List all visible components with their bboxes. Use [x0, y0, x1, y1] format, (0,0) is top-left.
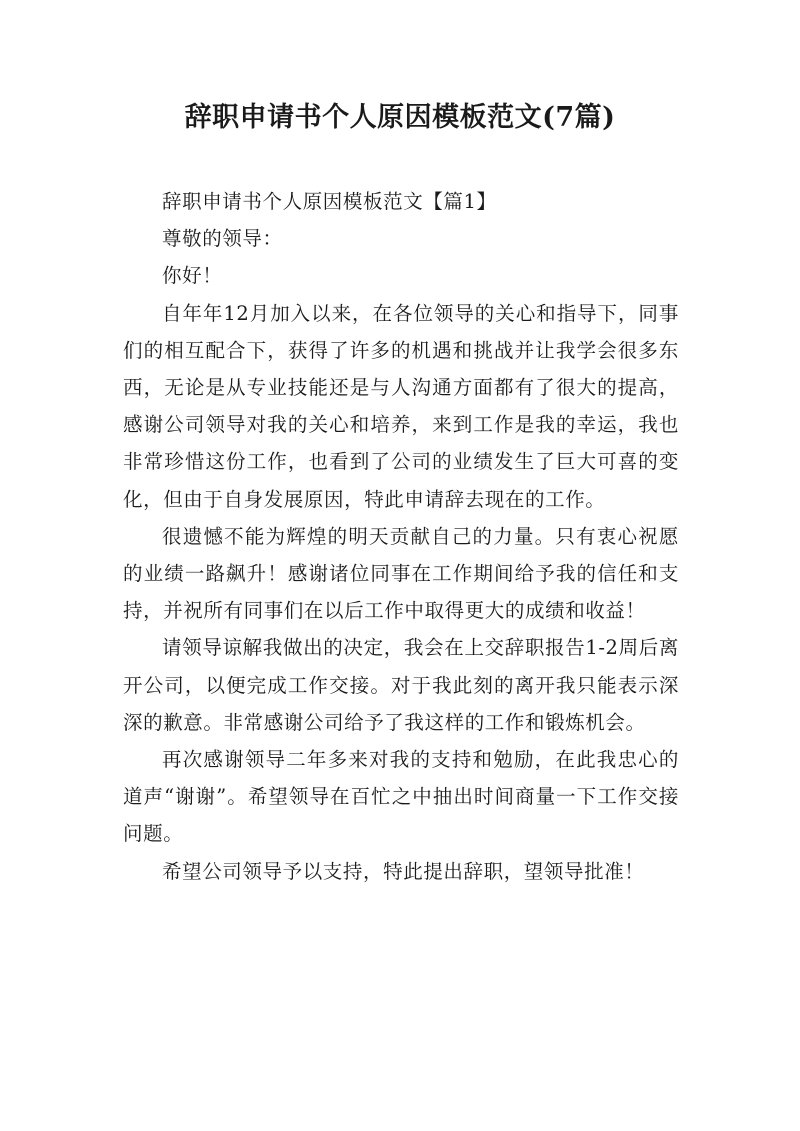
closing-paragraph: 希望公司领导予以支持，特此提出辞职，望领导批准！: [162, 859, 645, 883]
section-heading: 辞职申请书个人原因模板范文【篇1】: [162, 190, 497, 213]
document-body: [123, 183, 679, 890]
salutation: 尊敬的领导：: [162, 227, 283, 251]
body-paragraph: 再次感谢领导二年多来对我的支持和勉励，在此我忠心的道声“谢谢”。希望领导在百忙之中抽出时间商量一下工作交接问题。: [123, 748, 679, 846]
body-paragraph: 请领导谅解我做出的决定，我会在上交辞职报告1-2周后离开公司，以便完成工作交接。对于我此刻的离开我只能表示深深的歉意。非常感谢公司给予了我这样的工作和锻炼机会。: [123, 636, 679, 734]
body-paragraph: 很遗憾不能为辉煌的明天贡献自己的力量。只有衷心祝愿的业绩一路飙升！感谢诸位同事在工作期间给予我的信任和支持，并祝所有同事们在以后工作中取得更大的成绩和收益！: [123, 524, 679, 623]
body-paragraph: 自年年12月加入以来，在各位领导的关心和指导下，同事们的相互配合下，获得了许多的机遇和挑战并让我学会很多东西，无论是从专业技能还是与人沟通方面都有了很大的提高，感谢公司领导对我的关心和培养，来到工作是我的幸运，我也非常珍惜这份工作，也看到了公司的业绩发生了巨大可喜的变化，但由于自身发展原因，特此申请辞去现在的工作。: [123, 301, 679, 511]
greeting: 你好！: [162, 264, 223, 288]
document-title: 辞职申请书个人原因模板范文(7篇): [184, 102, 616, 133]
